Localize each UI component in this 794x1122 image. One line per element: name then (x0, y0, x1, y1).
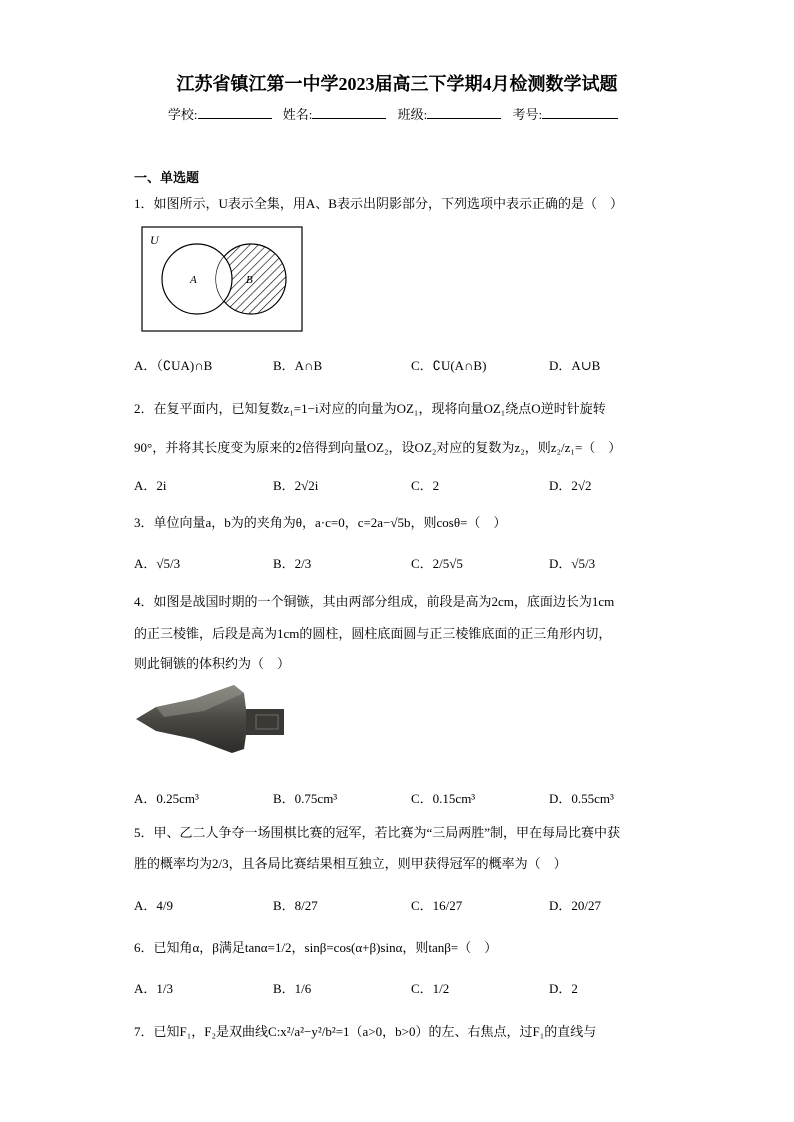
q3-option-a[interactable]: A．√5/3 (134, 556, 181, 571)
question-3-text: 3．单位向量a，b为的夹角为θ，a·c=0，c=2a−√5b，则cosθ=（ ） (134, 515, 507, 530)
exam-no-blank (542, 106, 618, 119)
q4-option-b[interactable]: B．0.75cm³ (273, 791, 338, 806)
q5-option-d[interactable]: D．20/27 (549, 898, 602, 913)
q5-option-b[interactable]: B．8/27 (273, 898, 318, 913)
question-1-text: 1．如图所示，U表示全集，用A、B表示出阴影部分，下列选项中表示正确的是（ ） (134, 196, 623, 211)
question-2-line-1: 2．在复平面内，已知复数z₁=1−i对应的向量为OZ₁，现将向量OZ₁绕点O逆时针旋转 (134, 401, 606, 416)
q3-option-b[interactable]: B．2/3 (273, 556, 312, 571)
q2-option-c[interactable]: C．2 (411, 478, 440, 493)
q6-option-a[interactable]: A．1/3 (134, 981, 174, 996)
question-4-line-2: 的正三棱锥，后段是高为1cm的圆柱，圆柱底面圆与正三棱锥底面的正三角形内切， (134, 626, 612, 641)
q5-option-a[interactable]: A．4/9 (134, 898, 174, 913)
bronze-arrowhead-photo (134, 683, 284, 755)
q4-option-c[interactable]: C．0.15cm³ (411, 791, 476, 806)
venn-diagram (141, 226, 303, 332)
section-heading: 一、单选题 (134, 170, 200, 185)
exam-no-label: 考号: (512, 107, 543, 122)
q1-option-c[interactable]: C．∁U(A∩B) (411, 358, 487, 373)
q3-option-c[interactable]: C．2/5√5 (411, 556, 463, 571)
school-blank (198, 106, 272, 119)
question-6-text: 6．已知角α，β满足tanα=1/2，sinβ=cos(α+β)sinα，则tanβ=（ ） (134, 940, 498, 955)
question-5-line-2: 胜的概率均为2/3，且各局比赛结果相互独立，则甲获得冠军的概率为（ ） (134, 856, 567, 871)
venn-label-b: B (246, 274, 253, 286)
school-label: 学校: (167, 107, 198, 122)
q4-option-a[interactable]: A．0.25cm³ (134, 791, 199, 806)
q3-option-d[interactable]: D．√5/3 (549, 556, 596, 571)
question-7-text: 7．已知F₁，F₂是双曲线C:x²/a²−y²/b²=1（a>0，b>0）的左、右焦点，过F₁的直线与 (134, 1024, 597, 1039)
q6-option-b[interactable]: B．1/6 (273, 981, 312, 996)
q1-option-d[interactable]: D．A∪B (549, 358, 601, 373)
venn-label-u: U (150, 233, 159, 247)
class-label: 班级: (397, 107, 428, 122)
question-5-line-1: 5．甲、乙二人争夺一场围棋比赛的冠军，若比赛为“三局两胜”制，甲在每局比赛中获 (134, 825, 621, 840)
question-2-line-2: 90°，并将其长度变为原来的2倍得到向量OZ₂，设OZ₂对应的复数为z₂，则z₂/z₁=（ ） (134, 440, 622, 455)
page-title: 江苏省镇江第一中学2023届高三下学期4月检测数学试题 (176, 74, 618, 94)
q2-option-a[interactable]: A．2i (134, 478, 167, 493)
name-blank (312, 106, 386, 119)
class-blank (427, 106, 501, 119)
q1-option-a[interactable]: A．（∁UA)∩B (134, 358, 213, 373)
question-4-line-3: 则此铜镞的体积约为（ ） (134, 656, 291, 671)
q5-option-c[interactable]: C．16/27 (411, 898, 463, 913)
q2-option-b[interactable]: B．2√2i (273, 478, 319, 493)
q1-option-b[interactable]: B．A∩B (273, 358, 323, 373)
venn-label-a: A (190, 274, 197, 286)
q6-option-c[interactable]: C．1/2 (411, 981, 450, 996)
q2-option-d[interactable]: D．2√2 (549, 478, 592, 493)
student-info-line (0, 104, 794, 123)
q6-option-d[interactable]: D．2 (549, 981, 578, 996)
name-label: 姓名: (282, 107, 313, 122)
question-4-line-1: 4．如图是战国时期的一个铜镞，其由两部分组成，前段是高为2cm，底面边长为1cm (134, 594, 615, 609)
q4-option-d[interactable]: D．0.55cm³ (549, 791, 614, 806)
